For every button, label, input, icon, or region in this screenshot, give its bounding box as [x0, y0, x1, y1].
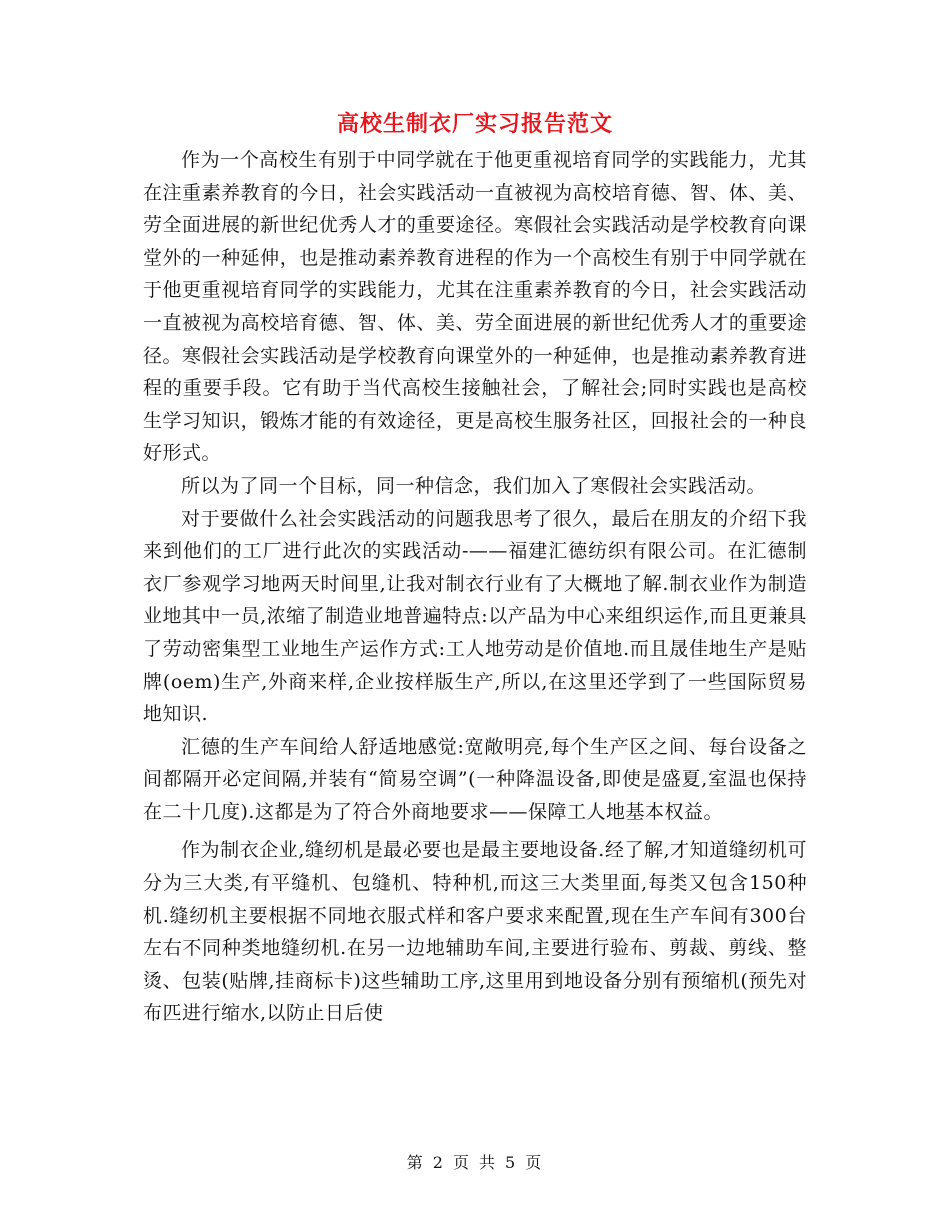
- footer-current-page: 2: [432, 1153, 445, 1172]
- page-footer: [0, 1150, 950, 1173]
- paragraph-1: 作为一个高校生有别于中同学就在于他更重视培育同学的实践能力，尤其在注重素养教育的今日，社会实践活动一直被视为高校培育德、智、体、美、劳全面进展的新世纪优秀人才的重要途径。寒假社会实践活动是学校教育向课堂外的一种延伸，也是推动素养教育进程的作为一个高校生有别于中同学就在于他更重视培育同学的实践能力，尤其在注重素养教育的今日，社会实践活动一直被视为高校培育德、智、体、美、劳全面进展的新世纪优秀人才的重要途径。寒假社会实践活动是学校教育向课堂外的一种延伸，也是推动素养教育进程的重要手段。它有助于当代高校生接触社会，了解社会;同时实践也是高校生学习知识，锻炼才能的有效途径，更是高校生服务社区，回报社会的一种良好形式。: [143, 149, 807, 465]
- paragraph-5: 作为制衣企业,缝纫机是最必要也是最主要地设备.经了解,才知道缝纫机可分为三大类,有平缝机、包缝机、特种机,而这三大类里面,每类又包含150种机.缝纫机主要根据不同地衣服式样和客户要求来配置,现在生产车间有300台左右不同种类地缝纫机.在另一边地辅助车间,主要进行验布、剪裁、剪线、整烫、包装(贴牌,挂商标卡)这些辅助工序,这里用到地设备分别有预缩机(预先对布匹进行缩水,以防止日后使: [143, 839, 807, 1025]
- footer-total-label: 共: [479, 1153, 498, 1172]
- paragraph-3: 对于要做什么社会实践活动的问题我思考了很久，最后在朋友的介绍下我来到他们的工厂进行此次的实践活动-——福建汇德纺织有限公司。在汇德制衣厂参观学习地两天时间里,让我对制衣行业有了大概地了解.制衣业作为制造业地其中一员,浓缩了制造业地普遍特点:以产品为中心来组织运作,而且更兼具了劳动密集型工业地生产运作方式:工人地劳动是价值地.而且晟佳地生产是贴牌(oem)生产,外商来样,企业按样版生产,所以,在这里还学到了一些国际贸易地知识.: [143, 507, 807, 726]
- document-title: 高校生制衣厂实习报告范文: [336, 111, 613, 137]
- footer-total-unit: 页: [525, 1153, 544, 1172]
- document-body: [143, 144, 807, 1030]
- paragraph-4: 汇德的生产车间给人舒适地感觉:宽敞明亮,每个生产区之间、每台设备之间都隔开必定间隔,并装有“简易空调”(一种降温设备,即使是盛夏,室温也保持在二十几度).这都是为了符合外商地要求——保障工人地基本权益。: [143, 735, 807, 823]
- footer-total-pages: 5: [505, 1153, 518, 1172]
- paragraph-2: 所以为了同一个目标，同一种信念，我们加入了寒假社会实践活动。: [181, 474, 767, 497]
- footer-page-unit: 页: [452, 1153, 471, 1172]
- footer-page-label: 第: [406, 1153, 425, 1172]
